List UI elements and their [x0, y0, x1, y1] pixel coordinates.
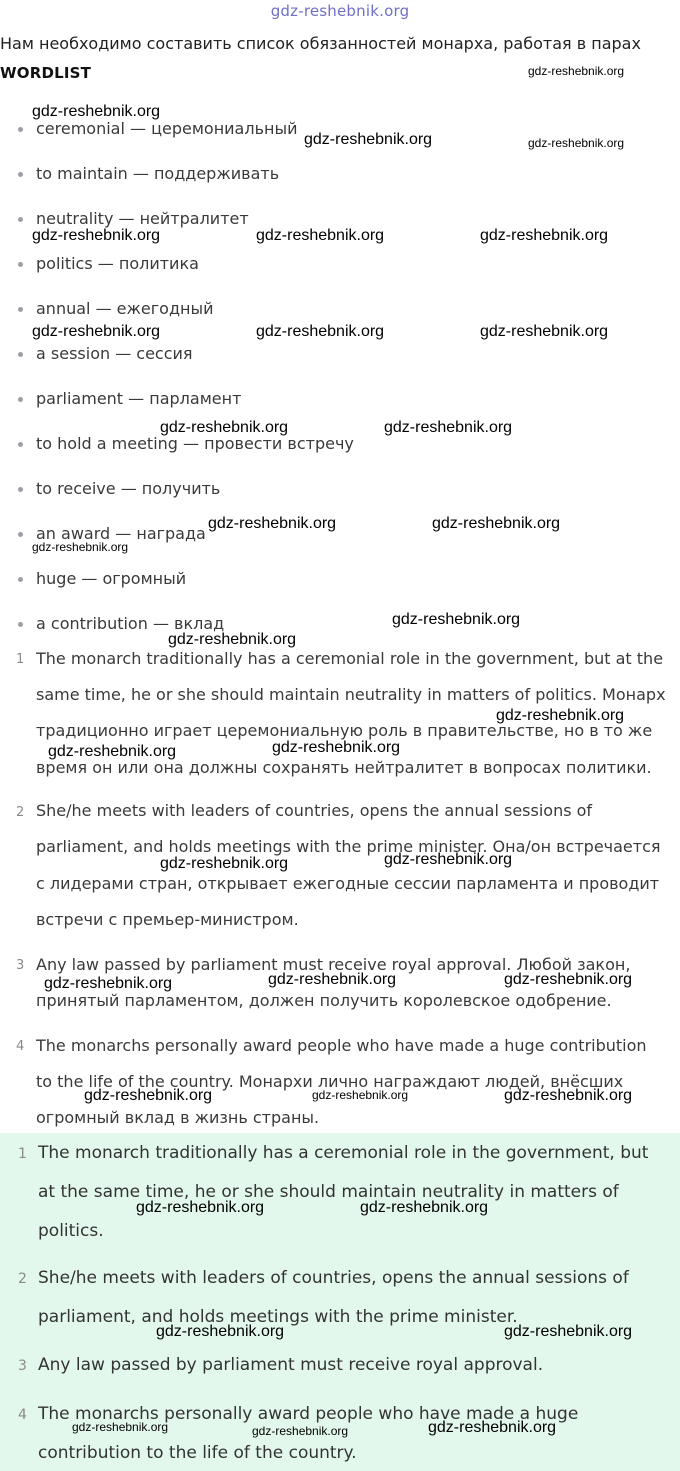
watermark: gdz-reshebnik.org	[392, 611, 521, 628]
watermark: gdz-reshebnik.org	[432, 515, 561, 532]
watermark: gdz-reshebnik.org	[72, 1420, 169, 1434]
bullet-icon	[18, 442, 23, 447]
watermark: gdz-reshebnik.org	[528, 136, 625, 150]
watermark: gdz-reshebnik.org	[504, 1323, 633, 1340]
answer-line: The monarchs personally award people who have made a huge	[38, 1404, 579, 1424]
watermark: gdz-reshebnik.org	[84, 1087, 213, 1104]
answer-line: She/he meets with leaders of countries, opens the annual sessions of	[38, 1268, 629, 1288]
watermark: gdz-reshebnik.org	[252, 1424, 349, 1438]
bullet-icon	[18, 622, 23, 627]
sentence-line: огромный вклад в жизнь страны.	[36, 1108, 320, 1127]
watermark: gdz-reshebnik.org	[156, 1323, 285, 1340]
sentence-line: время он или она должны сохранять нейтралитет в вопросах политики.	[36, 758, 652, 777]
sentence-number: 2	[16, 805, 25, 820]
watermark: gdz-reshebnik.org	[360, 1199, 489, 1216]
watermark: gdz-reshebnik.org	[208, 515, 337, 532]
answer-line: politics.	[38, 1221, 104, 1241]
watermark: gdz-reshebnik.org	[304, 131, 433, 148]
wordlist-title: WORDLIST	[0, 64, 92, 82]
watermark: gdz-reshebnik.org	[384, 851, 513, 868]
sentence-line: с лидерами стран, открывает ежегодные сессии парламента и проводит	[36, 874, 660, 893]
answer-line: The monarch traditionally has a ceremonial role in the government, but	[38, 1143, 649, 1163]
sentence-number: 1	[16, 652, 25, 667]
watermark: gdz-reshebnik.org	[480, 323, 609, 340]
watermark: gdz-reshebnik.org	[428, 1419, 557, 1436]
bullet-icon	[18, 532, 23, 537]
watermark: gdz-reshebnik.org	[32, 103, 161, 120]
watermark: gdz-reshebnik.org	[504, 1087, 633, 1104]
sentence-line: The monarch traditionally has a ceremonial role in the government, but at the	[36, 649, 664, 668]
sentence-line: Any law passed by parliament must receive royal approval. Любой закон,	[36, 955, 631, 974]
answer-line: parliament, and holds meetings with the prime minister.	[38, 1307, 518, 1327]
sentence-number: 4	[16, 1039, 25, 1054]
watermark: gdz-reshebnik.org	[160, 419, 289, 436]
watermark: gdz-reshebnik.org	[504, 971, 633, 988]
answer-number: 4	[18, 1407, 27, 1423]
watermark: gdz-reshebnik.org	[384, 419, 513, 436]
watermark: gdz-reshebnik.org	[136, 1199, 265, 1216]
sentence-number: 3	[16, 958, 25, 973]
watermark: gdz-reshebnik.org	[32, 323, 161, 340]
watermark: gdz-reshebnik.org	[480, 227, 609, 244]
watermark: gdz-reshebnik.org	[256, 323, 385, 340]
watermark: gdz-reshebnik.org	[496, 707, 625, 724]
site-link[interactable]: gdz-reshebnik.org	[270, 2, 410, 20]
watermark: gdz-reshebnik.org	[268, 971, 397, 988]
bullet-icon	[18, 127, 23, 132]
answer-number: 3	[18, 1358, 27, 1374]
bullet-icon	[18, 352, 23, 357]
answer-number: 2	[18, 1271, 27, 1287]
watermark: gdz-reshebnik.org	[256, 227, 385, 244]
watermark: gdz-reshebnik.org	[168, 631, 297, 648]
sentence-line: встречи с премьер-министром.	[36, 910, 299, 929]
bullet-icon	[18, 577, 23, 582]
bullet-icon	[18, 487, 23, 492]
watermark: gdz-reshebnik.org	[32, 227, 161, 244]
watermark: gdz-reshebnik.org	[32, 540, 129, 554]
watermark: gdz-reshebnik.org	[528, 64, 625, 78]
sentence-line: same time, he or she should maintain neutrality in matters of politics. Монарх	[36, 685, 666, 704]
sentence-line: parliament, and holds meetings with the prime minister. Она/он встречается	[36, 837, 661, 856]
watermark: gdz-reshebnik.org	[312, 1088, 409, 1102]
task-text: Нам необходимо составить список обязанностей монарха, работая в парах	[0, 34, 641, 53]
watermark: gdz-reshebnik.org	[44, 975, 173, 992]
answer-line: Any law passed by parliament must receive royal approval.	[38, 1355, 544, 1375]
sentence-line: The monarchs personally award people who have made a huge contribution	[36, 1036, 647, 1055]
bullet-icon	[18, 397, 23, 402]
bullet-icon	[18, 217, 23, 222]
answer-line: at the same time, he or she should maintain neutrality in matters of	[38, 1182, 619, 1202]
bullet-icon	[18, 172, 23, 177]
watermark: gdz-reshebnik.org	[272, 739, 401, 756]
watermark: gdz-reshebnik.org	[48, 743, 177, 760]
bullet-icon	[18, 307, 23, 312]
watermark: gdz-reshebnik.org	[160, 855, 289, 872]
bullet-icon	[18, 262, 23, 267]
sentence-line: to the life of the country. Монархи лично награждают людей, внёсших	[36, 1072, 624, 1091]
sentence-line: традиционно играет церемониальную роль в правительстве, но в то же	[36, 721, 653, 740]
answer-line: contribution to the life of the country.	[38, 1443, 357, 1463]
answer-number: 1	[18, 1146, 27, 1162]
sentence-line: She/he meets with leaders of countries, opens the annual sessions of	[36, 801, 593, 820]
sentence-line: принятый парламентом, должен получить королевское одобрение.	[36, 991, 612, 1010]
